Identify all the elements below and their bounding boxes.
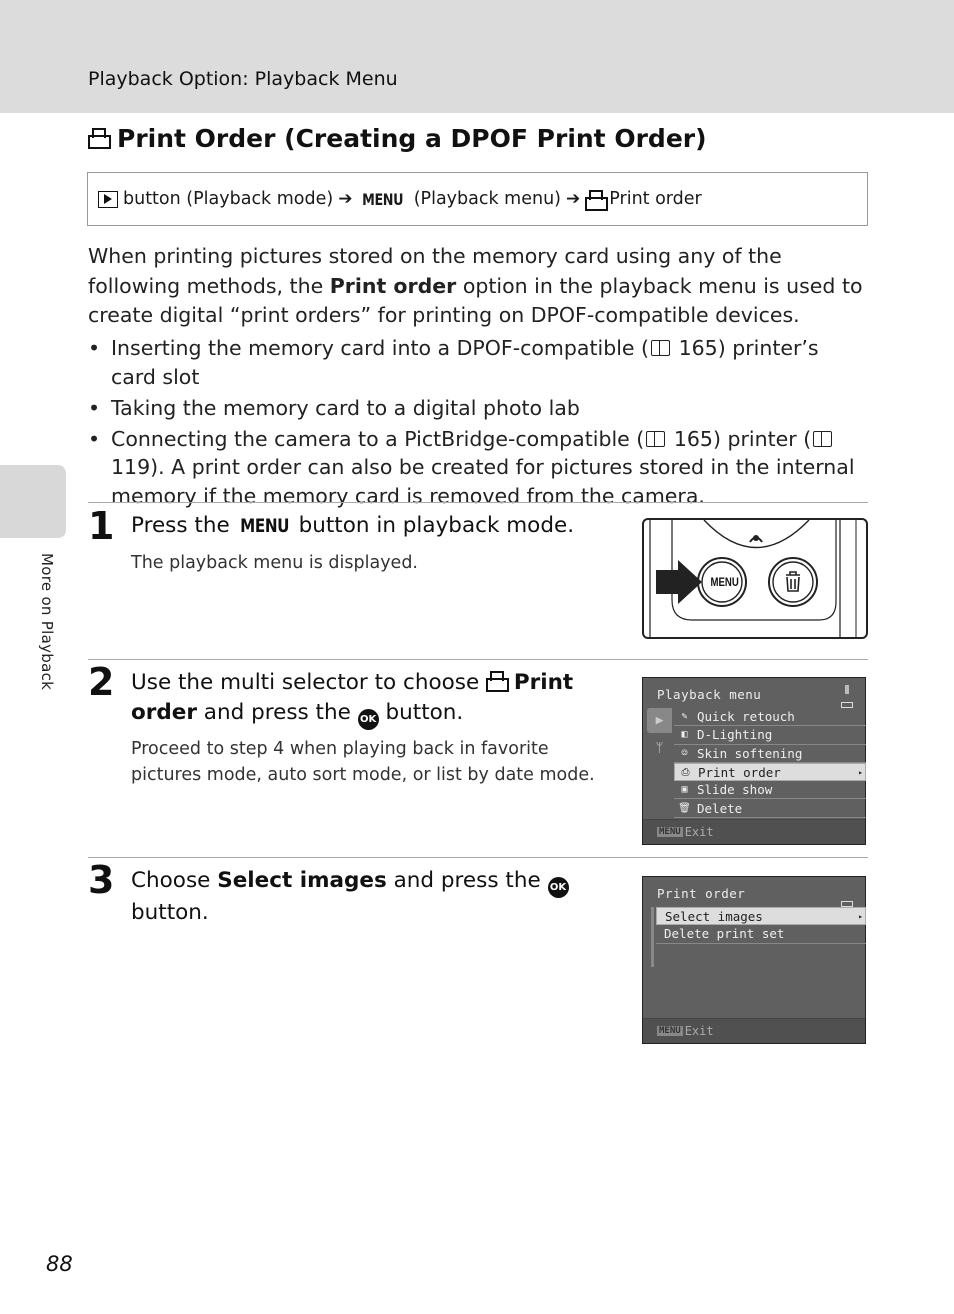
arrow-icon: ➔ xyxy=(338,189,353,209)
bullet-text: 165) printer’s card slot xyxy=(111,336,819,389)
menu-item-skin-softening[interactable] xyxy=(674,745,866,763)
quick-retouch-icon: ✎ xyxy=(681,711,688,723)
menu-button-icon: MENU xyxy=(362,189,404,209)
step-description: The playback menu is displayed. xyxy=(131,553,418,573)
step-number: 3 xyxy=(88,858,115,902)
menu-button-icon: MENU xyxy=(239,515,289,537)
step-title-text: Choose xyxy=(131,868,218,893)
menu-button-icon: MENU xyxy=(659,827,681,837)
step-number: 2 xyxy=(88,660,115,704)
print-order-screen xyxy=(642,876,866,1044)
menu-item-label: D-Lighting xyxy=(697,727,773,743)
intro-text: When printing pictures stored on the memory card using any of the following methods, the xyxy=(88,244,782,298)
reference-icon xyxy=(813,431,832,447)
bullet-text: Connecting the camera to a PictBridge-compatible ( xyxy=(111,426,645,451)
submenu-arrow-icon: ▸ xyxy=(858,767,863,777)
section-header: Playback Option: Playback Menu xyxy=(88,68,398,90)
menu-path-box xyxy=(87,172,868,226)
menu-path-step-1: button (Playback mode) xyxy=(123,189,334,209)
step-description: Proceed to step 4 when playing back in favorite pictures mode, auto sort mode, or list by date mode. xyxy=(131,739,595,785)
menu-item-label: Delete xyxy=(697,800,743,816)
bullet-text: Taking the memory card to a digital photo lab xyxy=(111,395,580,420)
step-title xyxy=(131,511,574,542)
step-title-bold: Select images xyxy=(217,868,387,893)
menu-list xyxy=(656,907,866,944)
print-order-icon: ⎙ xyxy=(681,766,690,778)
step-title-text: Use the multi selector to choose xyxy=(131,670,487,695)
step-divider xyxy=(88,502,868,503)
screen-title: Print order xyxy=(657,886,746,901)
intro-text: option in the playback menu is used to create digital “print orders” for printing on DPOF-compatible devices. xyxy=(88,273,863,327)
reference-icon xyxy=(646,431,665,447)
arrow-icon: ➔ xyxy=(566,189,581,209)
header-band xyxy=(0,0,954,113)
list-item xyxy=(88,394,868,423)
menu-item-d-lighting[interactable] xyxy=(674,726,866,744)
menu-item-delete[interactable] xyxy=(674,799,866,817)
chapter-label: More on Playback xyxy=(38,553,56,691)
menu-button-icon: MENU xyxy=(659,1026,681,1036)
submenu-arrow-icon: ▸ xyxy=(858,911,863,921)
step-title-text: and press the xyxy=(196,699,358,725)
screen-title: Playback menu xyxy=(657,687,762,702)
bullet-text: Inserting the memory card into a DPOF-compatible ( xyxy=(111,336,650,360)
step-number: 1 xyxy=(88,504,115,548)
step-title-text: button. xyxy=(378,699,464,725)
menu-button-label: MENU xyxy=(710,575,739,589)
menu-path-step-3: Print order xyxy=(609,189,702,209)
camera-back-illustration xyxy=(642,518,868,639)
page-title-text: Print Order (Creating a DPOF Print Order) xyxy=(117,124,707,153)
bullet-text: 119). A print order can also be created for pictures stored in the internal memory if the memory card is removed from the camera. xyxy=(111,455,855,508)
step-title xyxy=(131,668,601,730)
step-divider xyxy=(88,659,868,660)
menu-item-print-order[interactable] xyxy=(674,763,866,781)
page-number: 88 xyxy=(46,1252,73,1276)
menu-item-label: Print order xyxy=(698,764,781,780)
menu-list xyxy=(674,708,866,818)
skin-softening-icon: ☺ xyxy=(681,747,688,759)
exit-label: Exit xyxy=(684,1024,714,1038)
menu-item-label: Skin softening xyxy=(697,745,803,761)
step-title xyxy=(131,866,571,928)
step-title-text: button. xyxy=(131,900,209,926)
playback-button-icon xyxy=(98,191,118,208)
scroll-indicator xyxy=(845,685,849,694)
list-item xyxy=(88,334,868,391)
reference-icon xyxy=(651,340,670,356)
trash-icon: 🗑 xyxy=(678,802,691,814)
step-divider xyxy=(88,857,868,858)
step-title-text: Press the xyxy=(131,513,237,538)
menu-item-label: Slide show xyxy=(697,782,773,798)
method-list xyxy=(88,334,868,513)
print-order-icon xyxy=(88,128,110,149)
menu-item-delete-print-set[interactable] xyxy=(656,925,866,943)
step-title-text: and press the xyxy=(386,868,548,893)
bullet-text: 165) printer ( xyxy=(667,426,812,451)
d-lighting-icon: ◧ xyxy=(681,729,688,741)
menu-item-label: Quick retouch xyxy=(697,709,795,725)
ok-button-icon: OK xyxy=(358,709,379,730)
screen-footer xyxy=(643,819,865,844)
page-title xyxy=(88,124,707,153)
exit-label: Exit xyxy=(684,825,714,839)
menu-item-label: Delete print set xyxy=(664,926,785,942)
screen-footer xyxy=(643,1018,865,1043)
playback-tab-icon: ▶ xyxy=(647,708,672,733)
menu-item-quick-retouch[interactable] xyxy=(674,708,866,726)
step-title-text: button in playback mode. xyxy=(291,513,575,538)
menu-path-step-2: (Playback menu) xyxy=(413,189,562,209)
ok-button-icon: OK xyxy=(548,877,569,898)
menu-item-label: Select images xyxy=(665,908,763,924)
slide-show-icon: ▣ xyxy=(681,784,688,796)
setup-tab-icon: ᛘ xyxy=(655,741,664,756)
intro-paragraph xyxy=(88,242,868,331)
step-title-bold: Print order xyxy=(131,670,574,725)
menu-item-select-images[interactable] xyxy=(656,907,866,925)
print-order-icon xyxy=(486,671,507,691)
scroll-bar xyxy=(651,907,654,967)
chapter-tab xyxy=(0,465,66,538)
list-item xyxy=(88,425,868,511)
intro-bold: Print order xyxy=(329,273,457,298)
print-order-icon xyxy=(585,190,604,208)
menu-item-slide-show[interactable] xyxy=(674,781,866,799)
playback-menu-screen xyxy=(642,677,866,845)
menu-tabs xyxy=(647,708,672,764)
